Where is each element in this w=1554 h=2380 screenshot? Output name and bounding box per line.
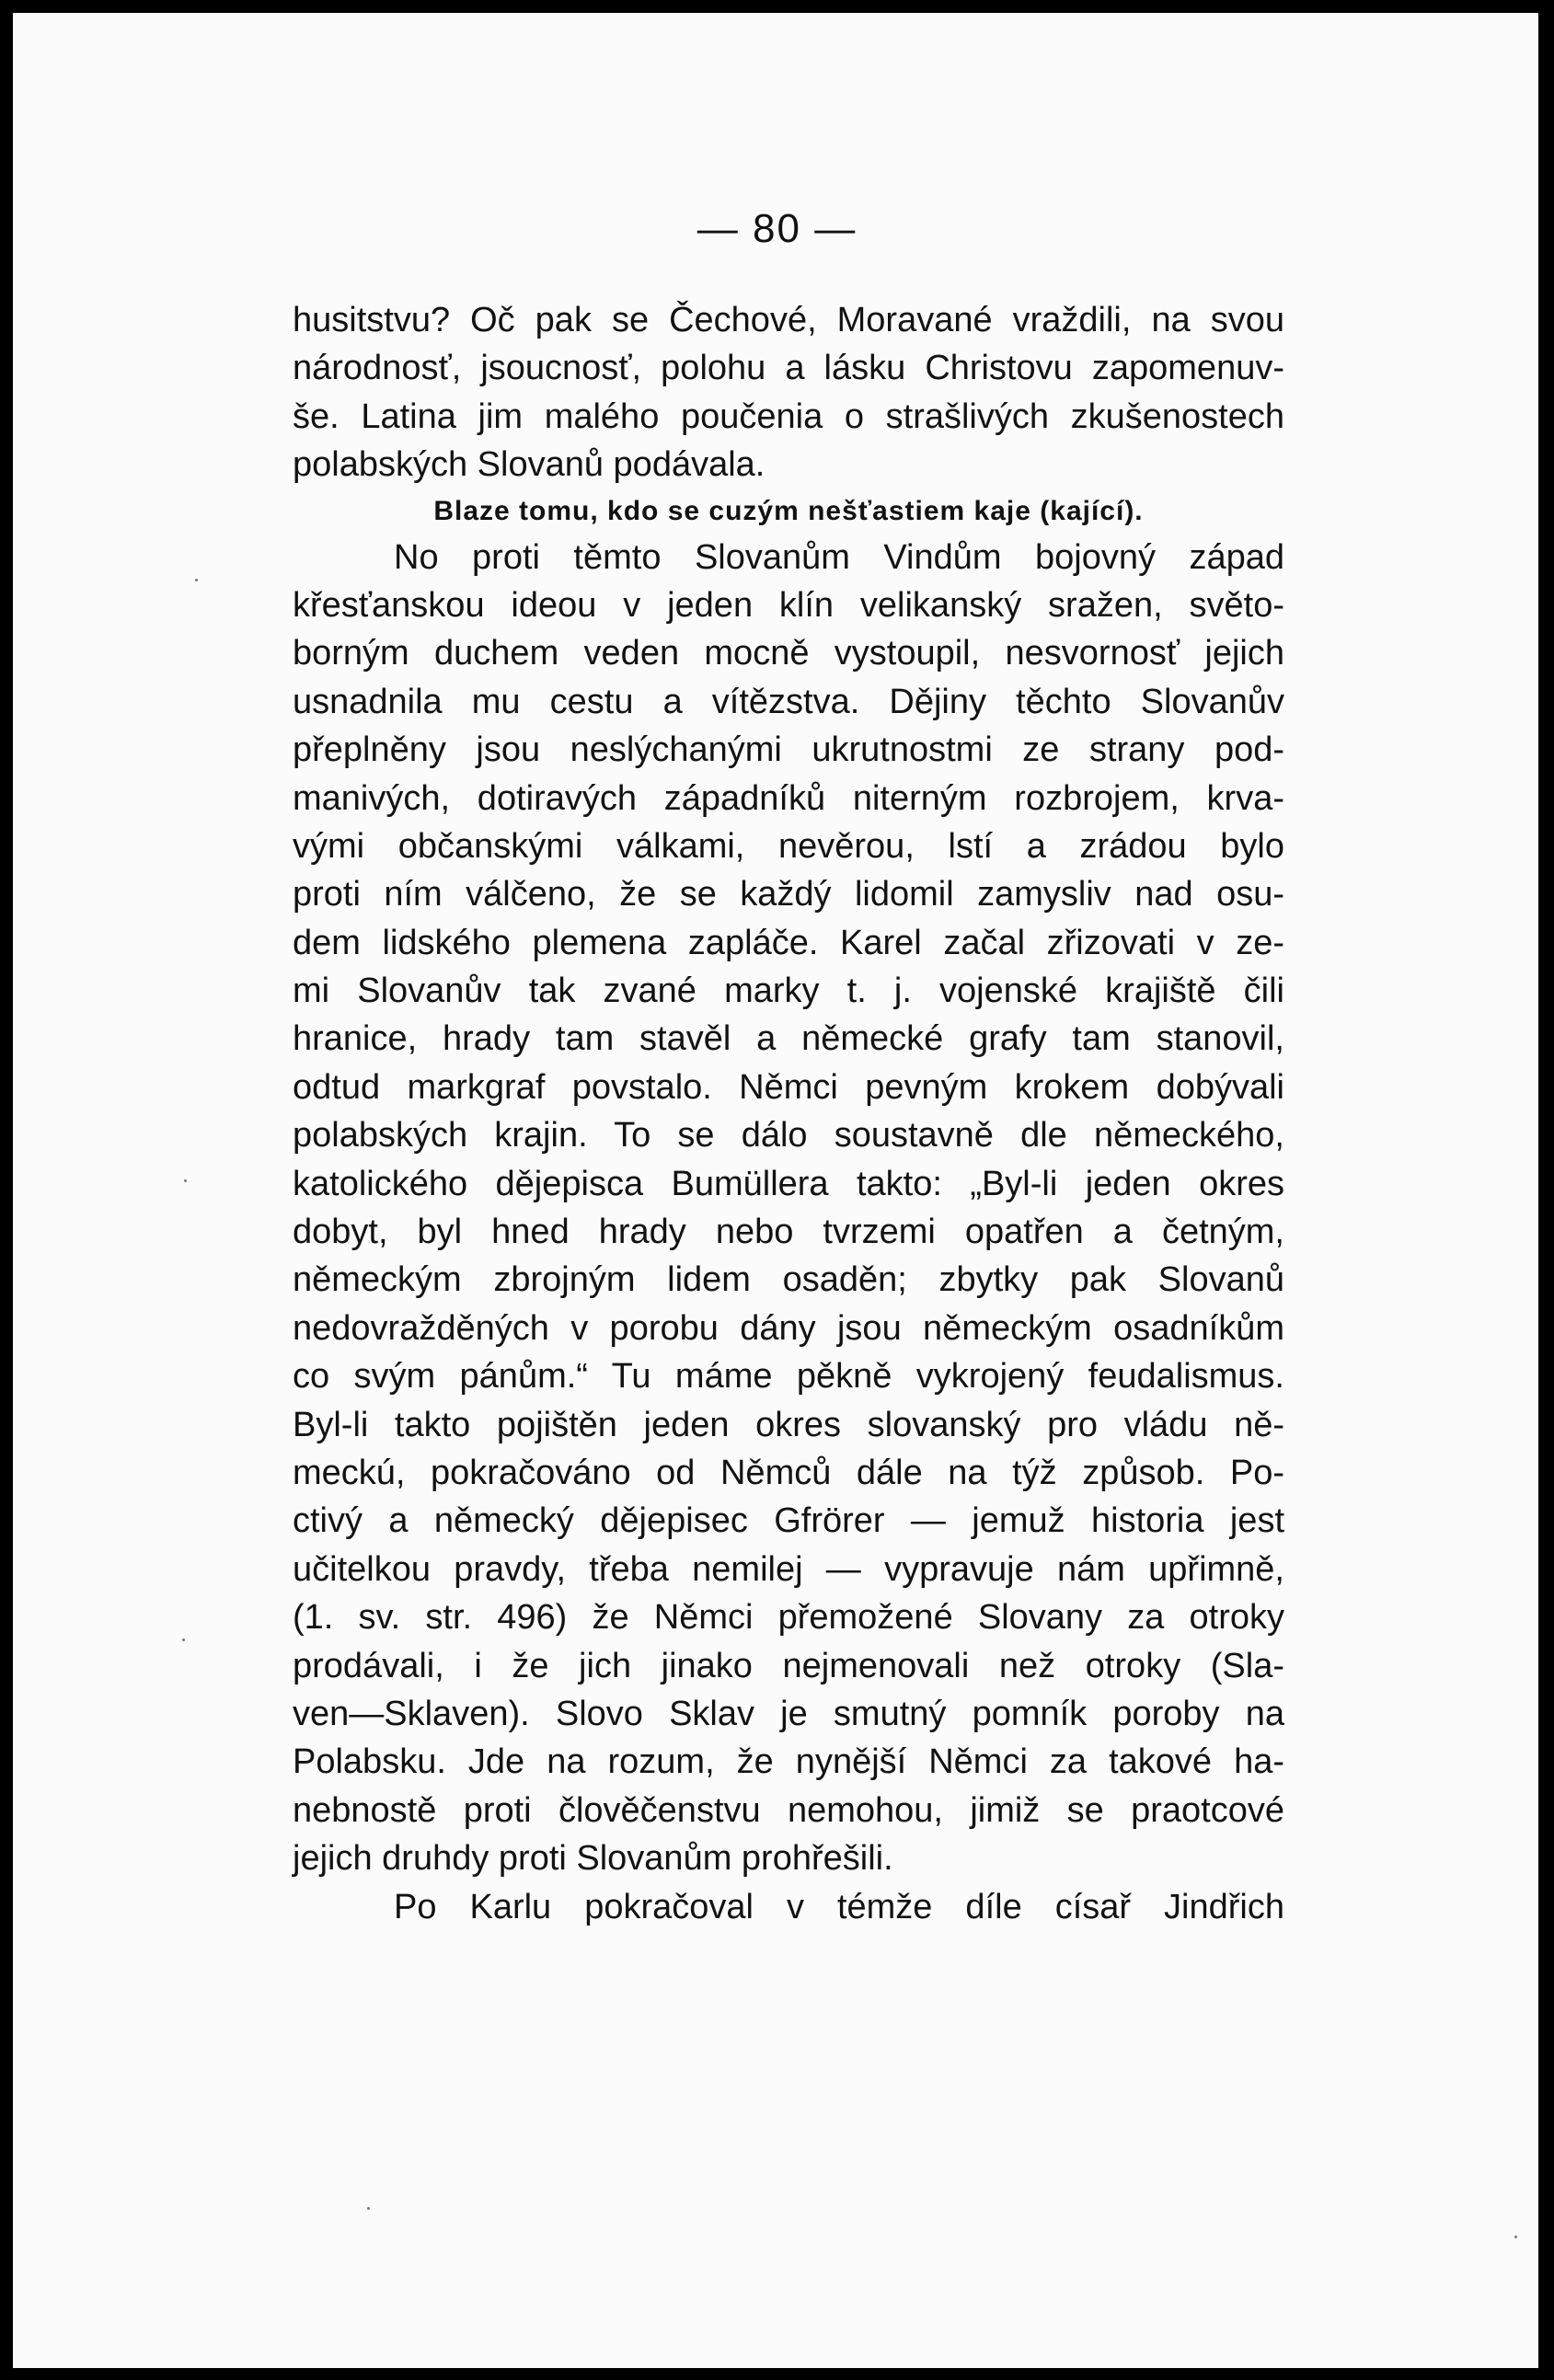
text-line: No proti těmto Slovanům Vindům bojovný západ — [394, 537, 1284, 577]
text-line: nedovražděných v porobu dány jsou německým osadníkům — [293, 1308, 1284, 1348]
text-line: Byl-li takto pojištěn jeden okres slovanský pro vládu ně- — [293, 1405, 1284, 1444]
text-line: še. Latina jim malého poučenia o strašlivých zkušenostech — [293, 397, 1284, 436]
paper-speck — [184, 1179, 187, 1182]
text-line: národnosť, jsoucnosť, polohu a lásku Christovu zapomenuv- — [293, 349, 1284, 388]
text-line: německým zbrojným lidem osaděn; zbytky pak Slovanů — [293, 1260, 1284, 1300]
text-line: prodávali, i že jich jinako nejmenovali než otroky (Sla- — [293, 1646, 1284, 1685]
text-line: Po Karlu pokračoval v témže díle císař Jindřich — [394, 1887, 1284, 1926]
text-line: husitstvu? Oč pak se Čechové, Moravané vraždili, na svou — [293, 301, 1284, 339]
text-line: křesťanskou ideou v jeden klín velikanský sražen, světo- — [293, 585, 1284, 625]
text-line: dobyt, byl hned hrady nebo tvrzemi opatřen a četným, — [293, 1213, 1284, 1252]
motto-line: Blaze tomu, kdo se cuzým nešťastiem kaje (kající). — [433, 495, 1144, 526]
text-line: usnadnila mu cestu a vítězstva. Dějiny těchto Slovanův — [293, 682, 1284, 721]
paper-speck — [1514, 2236, 1517, 2238]
text-line: (1. sv. str. 496) že Němci přemožené Slovany za otroky — [293, 1598, 1284, 1638]
text-line: nebnostě proti člověčenstvu nemohou, jimiž se praotcové — [293, 1790, 1284, 1830]
text-line: vými občanskými válkami, nevěrou, lstí a zrádou bylo — [293, 826, 1284, 866]
text-line: mi Slovanův tak zvané marky t. j. vojenské krajiště čili — [293, 972, 1284, 1011]
text-line: učitelkou pravdy, třeba nemilej — vypravuje nám upřimně, — [293, 1549, 1284, 1589]
body-text — [293, 296, 1284, 1931]
text-line: přeplněny jsou neslýchanými ukrutnostmi ze strany pod- — [293, 730, 1284, 770]
text-line: dem lidského plemena zapláče. Karel začal zřizovati v ze- — [293, 923, 1284, 962]
paper-speck — [182, 1638, 185, 1641]
text-line: polabských krajin. To se dálo soustavně dle německého, — [293, 1116, 1284, 1156]
page-number: — 80 — — [696, 206, 858, 251]
text-line: hranice, hrady tam stavěl a německé grafy tam stanovil, — [293, 1019, 1284, 1059]
text-line: katolického dějepisca Bumüllera takto: „Byl-li jeden okres — [293, 1164, 1284, 1203]
text-line: ven—Sklaven). Slovo Sklav je smutný pomník poroby na — [293, 1694, 1284, 1733]
text-line: borným duchem veden mocně vystoupil, nesvornosť jejich — [293, 634, 1284, 673]
text-line: manivých, dotiravých západníků niterným rozbrojem, krva- — [293, 778, 1284, 818]
text-line: co svým pánům.“ Tu máme pěkně vykrojený feudalismus. — [293, 1357, 1284, 1397]
paper-speck — [195, 579, 198, 581]
text-line: odtud markgraf povstalo. Němci pevným krokem dobývali — [293, 1067, 1284, 1107]
text-line: polabských Slovanů podávala. — [293, 445, 765, 485]
text-line: meckú, pokračováno od Němců dále na týž způsob. Po- — [293, 1453, 1284, 1492]
text-line: jejich druhdy proti Slovanům prohřešili. — [293, 1839, 893, 1879]
text-line: proti ním válčeno, že se každý lidomil zamysliv nad osu- — [293, 875, 1284, 914]
paper-speck — [367, 2207, 370, 2210]
text-line: ctivý a německý dějepisec Gfrörer — jemuž historia jest — [293, 1501, 1284, 1541]
text-line: Polabsku. Jde na rozum, že nynější Němci za takové ha- — [293, 1742, 1284, 1782]
